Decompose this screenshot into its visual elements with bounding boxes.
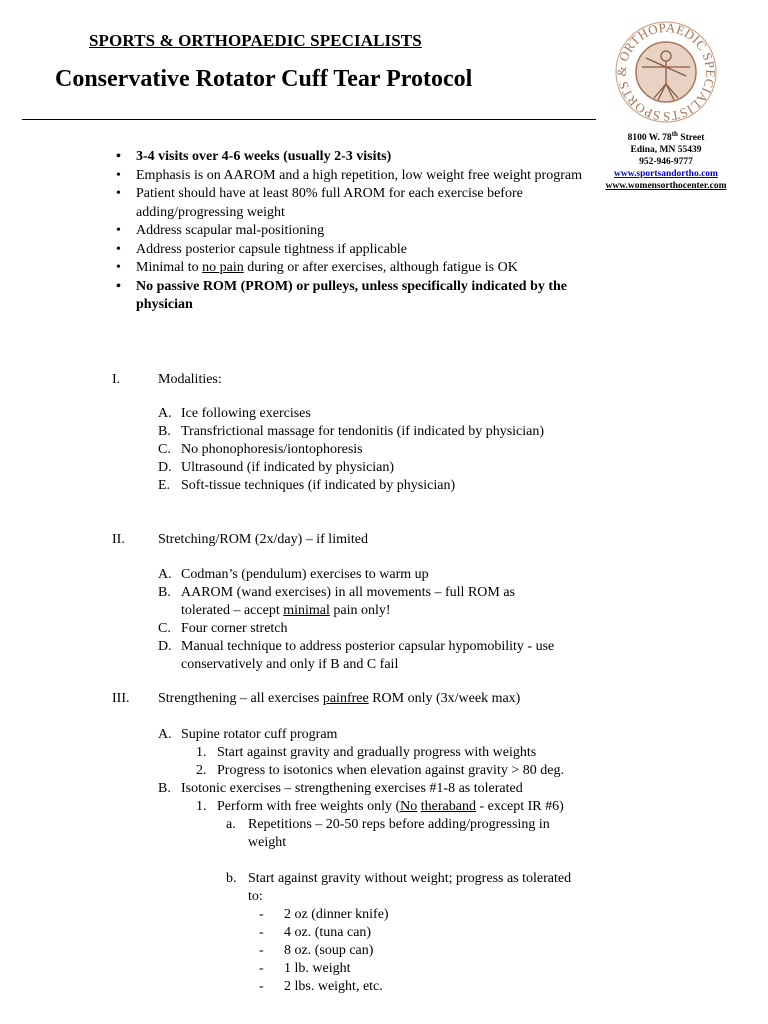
list-item: Progress to isotonics when elevation against gravity > 80 deg. [217,763,564,778]
list-item: Ice following exercises [181,406,311,421]
item-letter: a. [226,817,236,832]
item-number: 1. [196,745,207,760]
website-link-primary[interactable]: www.sportsandortho.com [614,169,718,180]
list-item-continued: to: [248,889,263,904]
weight-option: 1 lb. weight [284,961,351,976]
item-letter: D. [158,639,172,654]
bullet-item: • Emphasis is on AAROM and a high repetition, low weight free weight program [112,167,592,186]
bullet-item: • Patient should have at least 80% full AROM for each exercise before adding/progressing weight [112,185,592,222]
contact-block [598,128,734,192]
item-number: 2. [196,763,207,778]
item-letter: E. [158,478,171,493]
item-number: 1. [196,799,207,814]
dash-marker: - [259,907,264,922]
key-points-list [112,148,592,315]
item-letter: b. [226,871,237,886]
item-letter: A. [158,727,172,742]
item-letter: B. [158,585,171,600]
website-link-secondary[interactable]: www.womensorthocenter.com [605,181,727,192]
section-title: Modalities: [158,372,222,387]
list-item: Four corner stretch [181,621,288,636]
section-number: I. [112,372,121,387]
header-divider [22,119,596,120]
bullet-item: • Address scapular mal-positioning [112,222,592,241]
list-item: Manual technique to address posterior capsular hypomobility - use [181,639,555,654]
seal-logo [602,18,730,126]
list-item: Supine rotator cuff program [181,727,338,742]
item-letter: B. [158,424,171,439]
bullet-item: • No passive ROM (PROM) or pulleys, unless specifically indicated by the physician [112,278,592,315]
seal-ring-text: SPORTS & ORTHOPAEDIC SPECIALISTS [613,19,719,125]
phone-number: 952-946-9777 [639,157,693,168]
list-item: Start against gravity without weight; progress as tolerated [248,871,572,886]
item-letter: B. [158,781,171,796]
bullet-item: • Minimal to no pain during or after exercises, although fatigue is OK [112,259,592,278]
bullet-item: • Address posterior capsule tightness if applicable [112,241,592,260]
list-item: No phonophoresis/iontophoresis [181,442,363,457]
weight-option: 2 lbs. weight, etc. [284,979,383,994]
bullet-item: • 3-4 visits over 4-6 weeks (usually 2-3 visits) [112,148,592,167]
section-number: II. [112,532,125,547]
list-item: Repetitions – 20-50 reps before adding/progressing in [248,817,550,832]
dash-marker: - [259,925,264,940]
organization-name: SPORTS & ORTHOPAEDIC SPECIALISTS [89,31,422,50]
list-item: Soft-tissue techniques (if indicated by physician) [181,478,456,493]
list-item: Ultrasound (if indicated by physician) [181,460,395,475]
list-item: Isotonic exercises – strengthening exercises #1-8 as tolerated [181,781,523,796]
list-item: Perform with free weights only (No theraband - except IR #6) [217,799,564,814]
item-letter: C. [158,442,171,457]
list-item: Transfrictional massage for tendonitis (if indicated by physician) [181,424,545,439]
dash-marker: - [259,979,264,994]
section-number: III. [112,691,130,706]
dash-marker: - [259,943,264,958]
section-title: Stretching/ROM (2x/day) – if limited [158,532,368,547]
document-title: Conservative Rotator Cuff Tear Protocol [55,66,473,92]
list-item-continued: conservatively and only if B and C fail [181,657,399,672]
street-address: 8100 W. 78th Street [627,130,705,144]
dash-marker: - [259,961,264,976]
item-letter: C. [158,621,171,636]
item-letter: D. [158,460,172,475]
weight-option: 4 oz. (tuna can) [284,925,372,940]
list-item-continued: tolerated – accept minimal pain only! [181,603,391,618]
item-letter: A. [158,567,172,582]
list-item: AAROM (wand exercises) in all movements – full ROM as [181,585,515,600]
city-state-zip: Edina, MN 55439 [630,145,702,156]
item-letter: A. [158,406,172,421]
weight-option: 2 oz (dinner knife) [284,907,389,922]
weight-option: 8 oz. (soup can) [284,943,374,958]
list-item: Codman’s (pendulum) exercises to warm up [181,567,429,582]
section-title: Strengthening – all exercises painfree ROM only (3x/week max) [158,691,521,706]
list-item-continued: weight [248,835,287,850]
list-item: Start against gravity and gradually progress with weights [217,745,537,760]
